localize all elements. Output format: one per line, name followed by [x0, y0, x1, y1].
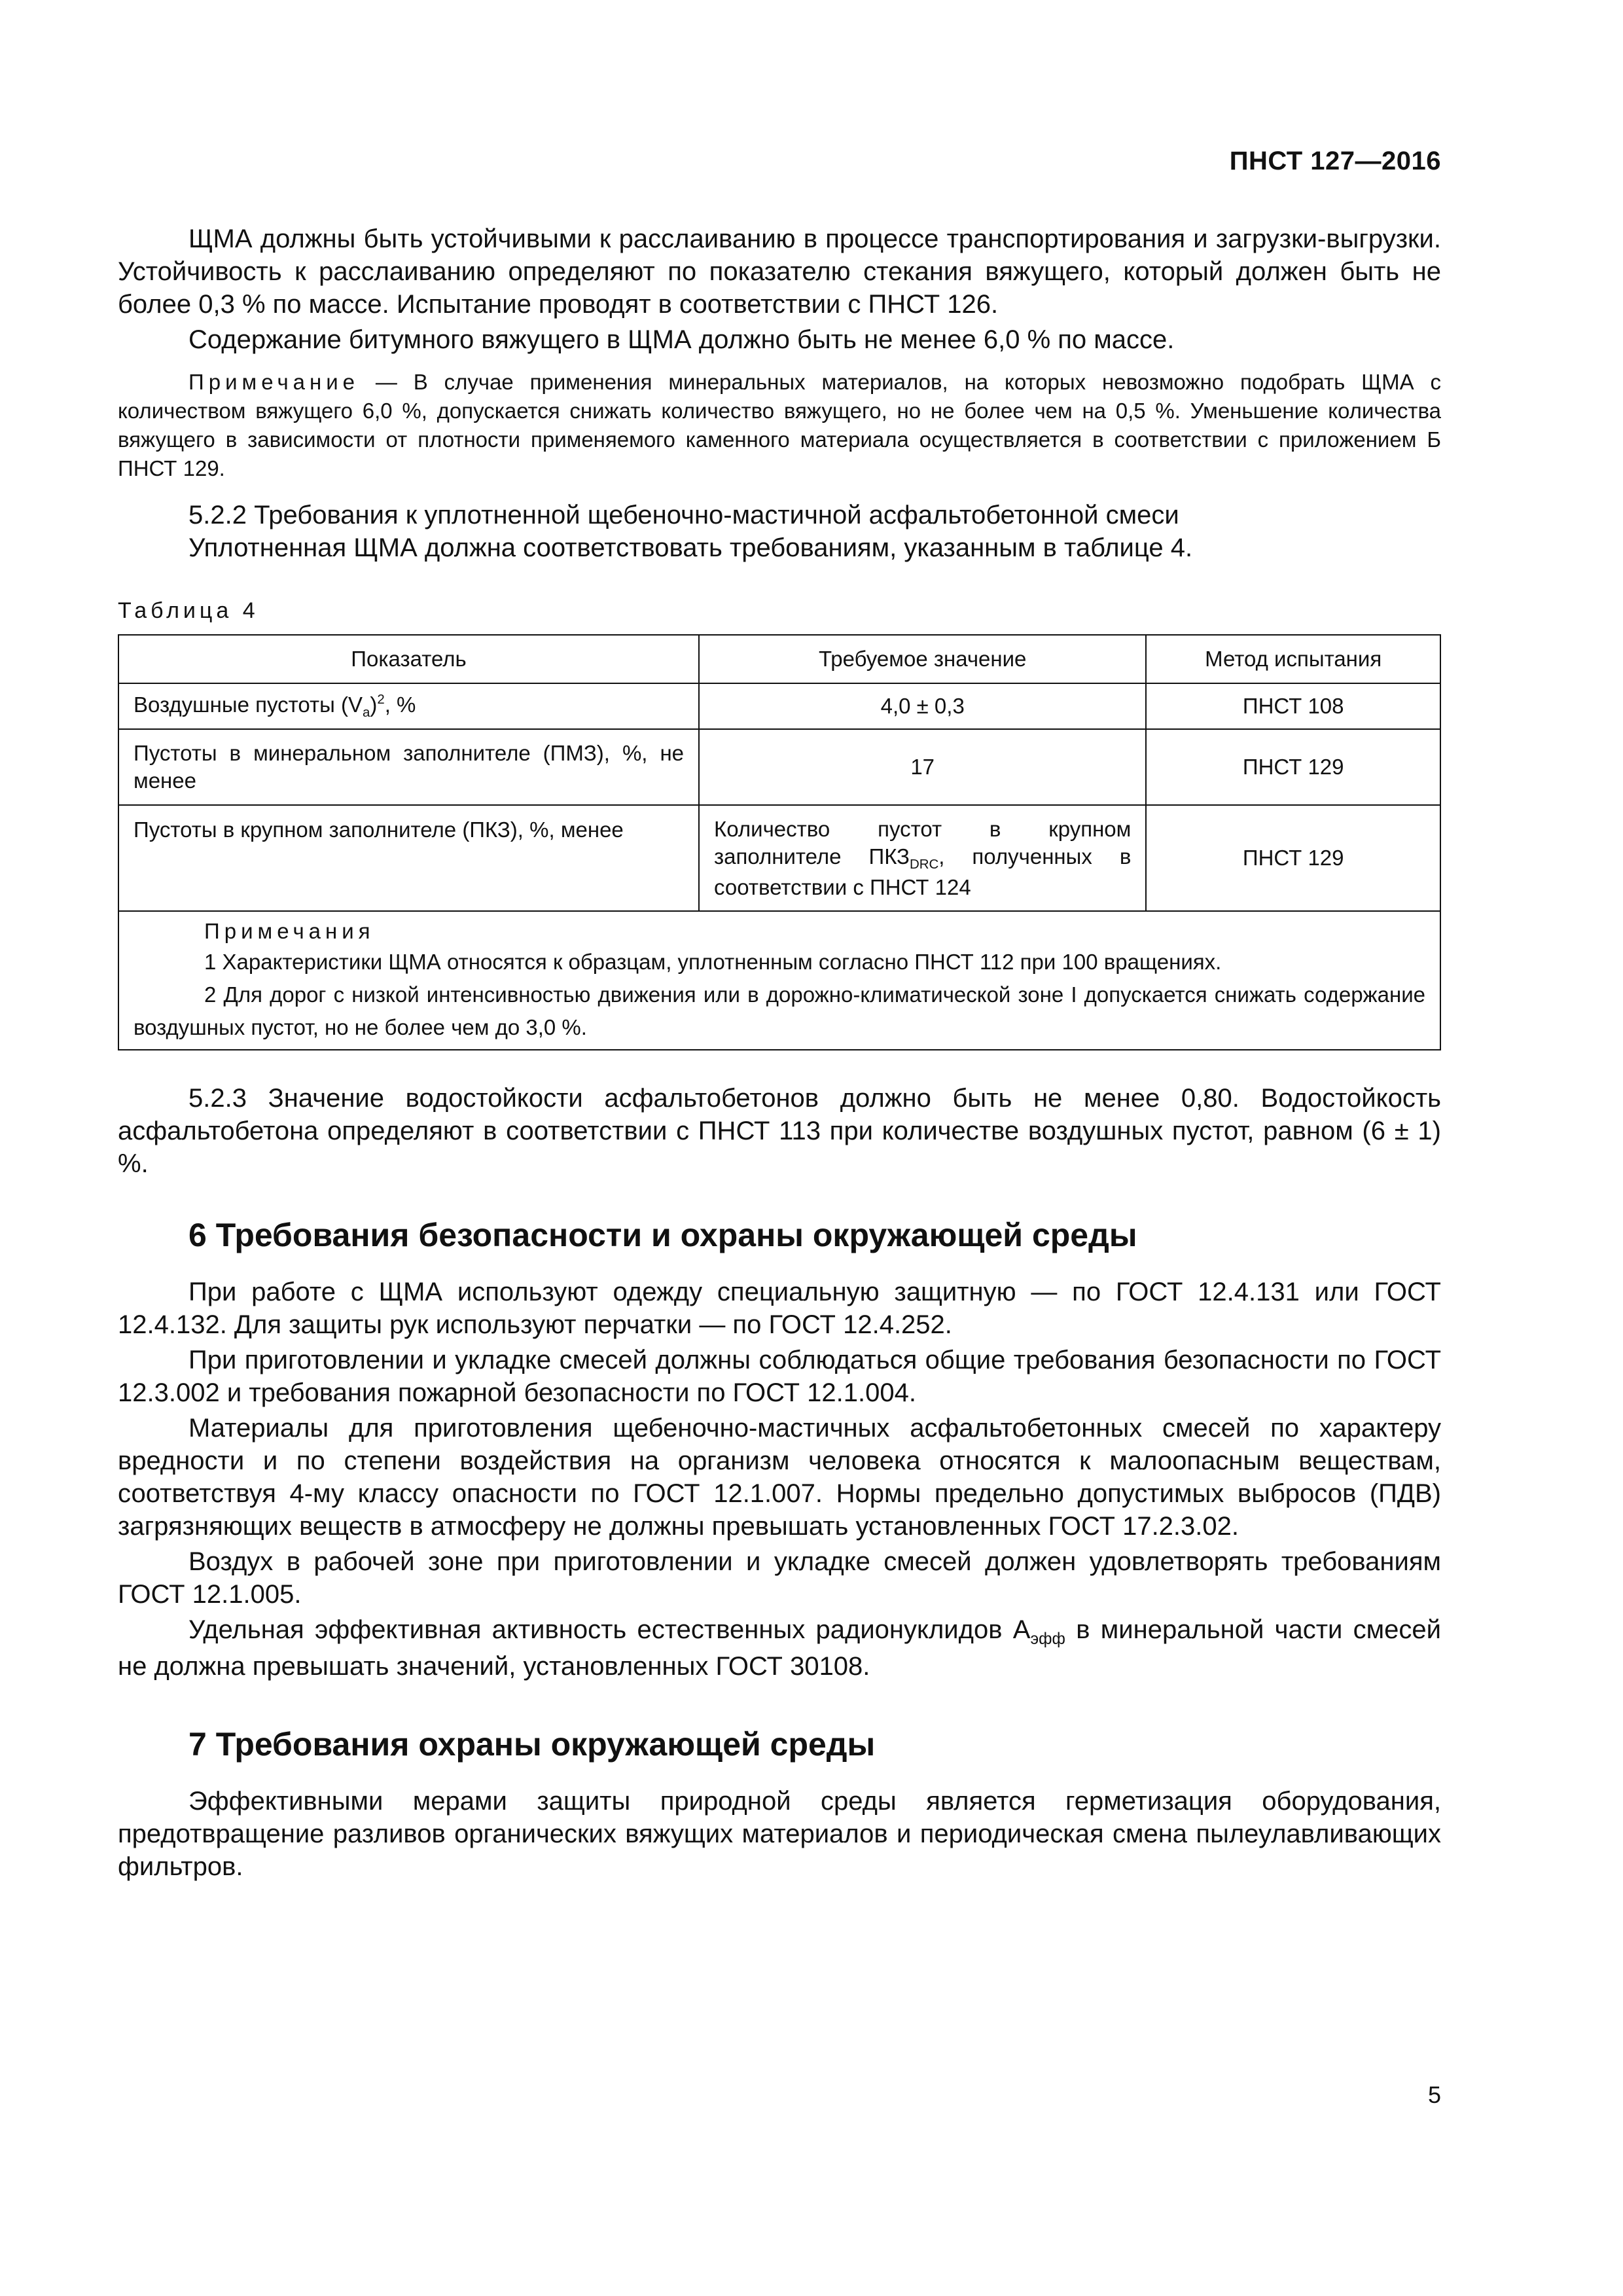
section-7-paragraph: Эффективными мерами защиты природной среды является герметизация оборудования, предотвращение разливов органических вяжущих материалов и периодическая смена пылеулавливающих фильтров.	[118, 1787, 1441, 1881]
method-vca: ПНСТ 129	[1146, 805, 1440, 911]
note-item-2: 2 Для дорог с низкой интенсивностью движения или в дорожно-климатической зоне I допускается снижать содержание воздушных пустот, но не более чем до 3,0 %.	[134, 982, 1425, 1039]
note-text: — В случае применения минеральных материалов, на которых невозможно подобрать ЩМА с количеством вяжущего 6,0 %, допускается снижать количество вяжущего, но не более чем на 0,5 %. Уменьшение количества вяжущего в зависимости от плотности применяемого каменного материала осуществляется в соответствии с приложением Б ПНСТ 129.	[118, 370, 1441, 480]
value-vca: Количество пустот в крупном заполнителе $ПКЗ_{DRC}$, полученных в соответствии с ПНСТ 124	[699, 805, 1146, 911]
section-6-paragraph-1: При работе с ЩМА используют одежду специальную защитную — по ГОСТ 12.4.131 или ГОСТ 12.4.132. Для защиты рук используют перчатки — по ГОСТ 12.4.252.	[118, 1278, 1441, 1339]
section-6-heading: 6 Требования безопасности и охраны окружающей среды	[188, 1217, 1137, 1253]
table-header-row	[118, 635, 1440, 683]
table-notes-row	[118, 911, 1440, 1050]
header-indicator: Показатель	[118, 635, 699, 683]
notes-title: Примечания	[204, 919, 375, 943]
document-code: ПНСТ 127—2016	[1229, 147, 1441, 175]
paragraph-table-reference: Уплотненная ЩМА должна соответствовать требованиям, указанным в таблице 4.	[188, 533, 1193, 562]
clause-5-2-3: 5.2.3 Значение водостойкости асфальтобетонов должно быть не менее 0,80. Водостойкость асфальтобетона определяют в соответствии с ПНСТ 113 при количестве воздушных пустот, равном (6 ± 1) %.	[118, 1084, 1441, 1178]
table-row	[118, 805, 1440, 911]
table-caption: Таблица 4	[118, 598, 259, 623]
paragraph-stratification: ЩМА должны быть устойчивыми к расслаиванию в процессе транспортирования и загрузки-выгрузки. Устойчивость к расслаиванию определяют по показателю стекания вяжущего, который должен быть не более 0,3 % по массе. Испытание проводят в соответствии с ПНСТ 126.	[118, 224, 1441, 319]
paragraph-binder-content: Содержание битумного вяжущего в ЩМА должно быть не менее 6,0 % по массе.	[188, 325, 1175, 354]
section-7-heading: 7 Требования охраны окружающей среды	[188, 1726, 876, 1763]
section-6-paragraph-4: Воздух в рабочей зоне при приготовлении и укладке смесей должен удовлетворять требованиям ГОСТ 12.1.005.	[118, 1547, 1441, 1609]
page-number: 5	[1427, 2081, 1441, 2108]
clause-5-2-2-title: 5.2.2 Требования к уплотненной щебеночно-мастичной асфальтобетонной смеси	[188, 501, 1179, 529]
header-required-value: Требуемое значение	[699, 635, 1146, 683]
table-row	[118, 683, 1440, 729]
note-item-1: 1 Характеристики ЩМА относятся к образцам, уплотненным согласно ПНСТ 112 при 100 вращениях.	[204, 950, 1222, 974]
page-content	[118, 223, 1441, 1883]
method-vma: ПНСТ 129	[1146, 729, 1440, 805]
indicator-air-voids: Воздушные пустоты $(V_a)^2$, %	[118, 683, 699, 729]
method-air-voids: ПНСТ 108	[1146, 683, 1440, 729]
section-6-paragraph-5: Удельная эффективная активность естественных радионуклидов $А_{эфф}$ в минеральной части смесей не должна превышать значений, установленных ГОСТ 30108.	[118, 1615, 1441, 1681]
note-label: Примечание	[188, 370, 360, 394]
table-row	[118, 729, 1440, 805]
value-vma: 17	[699, 729, 1146, 805]
value-air-voids: 4,0 ± 0,3	[699, 683, 1146, 729]
note-binder	[118, 368, 1441, 483]
header-test-method: Метод испытания	[1146, 635, 1440, 683]
indicator-vma: Пустоты в минеральном заполнителе (ПМЗ), %, не менее	[118, 729, 699, 805]
section-6-paragraph-2: При приготовлении и укладке смесей должны соблюдаться общие требования безопасности по ГОСТ 12.3.002 и требования пожарной безопасности по ГОСТ 12.1.004.	[118, 1346, 1441, 1407]
requirements-table	[118, 634, 1441, 1050]
table-notes	[118, 911, 1440, 1050]
indicator-vca: Пустоты в крупном заполнителе (ПКЗ), %, менее	[118, 805, 699, 911]
section-6-paragraph-3: Материалы для приготовления щебеночно-мастичных асфальтобетонных смесей по характеру вредности и по степени воздействия на организм человека относятся к малоопасным веществам, соответствуя 4-му классу опасности по ГОСТ 12.1.007. Нормы предельно допустимых выбросов (ПДВ) загрязняющих веществ в атмосферу не должны превышать установленных ГОСТ 17.2.3.02.	[118, 1414, 1441, 1541]
